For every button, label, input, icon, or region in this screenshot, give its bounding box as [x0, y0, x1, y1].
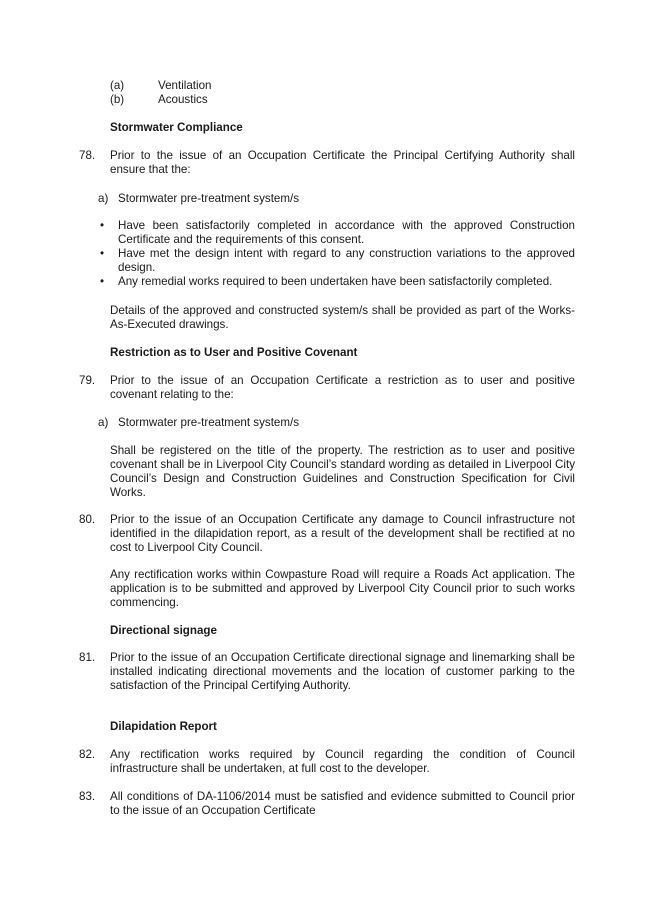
- list-text: Acoustics: [158, 93, 208, 106]
- bullet-text: Have been satisfactorily completed in accordance with the approved Construction Certificate and the requirements of this consent.: [118, 219, 575, 246]
- list-letter: (a): [110, 79, 125, 92]
- condition-82: [79, 748, 575, 776]
- condition-number: 78.: [79, 149, 96, 162]
- condition-text: Prior to the issue of an Occupation Certificate a restriction as to user and positive covenant relating to the:: [110, 374, 575, 401]
- list-text: Ventilation: [158, 79, 212, 92]
- item-text: Stormwater pre-treatment system/s: [118, 416, 300, 429]
- bullet-icon: •: [100, 247, 105, 260]
- condition-text: All conditions of DA-1106/2014 must be satisfied and evidence submitted to Council prior to the issue of an Occupation Certificate: [110, 790, 575, 817]
- condition-80: [79, 513, 575, 555]
- bullet-item: [98, 247, 575, 275]
- condition-79-item: [98, 416, 299, 430]
- condition-78: [79, 149, 575, 177]
- list-item: [110, 79, 212, 93]
- bullet-list: [98, 219, 575, 289]
- section-heading-dilapidation: Dilapidation Report: [110, 720, 217, 733]
- item-text: Stormwater pre-treatment system/s: [118, 192, 300, 205]
- condition-number: 79.: [79, 374, 96, 387]
- list-letter: (b): [110, 93, 125, 106]
- list-item: [110, 93, 212, 107]
- bullet-item: [98, 275, 575, 289]
- condition-text: Prior to the issue of an Occupation Certificate the Principal Certifying Authority shall ensure that the:: [110, 149, 575, 176]
- section-heading-signage: Directional signage: [110, 624, 217, 637]
- bullet-icon: •: [100, 219, 105, 232]
- roads-act-paragraph: Any rectification works within Cowpasture Road will require a Roads Act application. The application is to be submitted and approved by Liverpool City Council prior to such works commencing.: [110, 568, 575, 609]
- condition-number: 80.: [79, 513, 96, 526]
- condition-number: 81.: [79, 651, 96, 664]
- item-letter: a): [98, 416, 109, 429]
- condition-text: Prior to the issue of an Occupation Certificate directional signage and linemarking shall be installed indicating directional movements and the location of customer parking to the satisfaction of the Principal Certifying Authority.: [110, 651, 575, 692]
- condition-text: Prior to the issue of an Occupation Certificate any damage to Council infrastructure not identified in the dilapidation report, as a result of the development shall be rectified at no cost to Liverpool City Council.: [110, 513, 575, 554]
- sub-list: [110, 79, 212, 107]
- restriction-body: Shall be registered on the title of the property. The restriction as to user and positive covenant shall be in Liverpool City Council’s standard wording as detailed in Liverpool City Council’s Design and Construction Guidelines and Construction Specification for Civil Works.: [110, 444, 575, 499]
- condition-number: 83.: [79, 790, 96, 803]
- section-heading-restriction: Restriction as to User and Positive Covenant: [110, 346, 358, 359]
- bullet-text: Any remedial works required to been undertaken have been satisfactorily completed.: [118, 275, 553, 288]
- condition-79: [79, 374, 575, 402]
- section-heading-stormwater: Stormwater Compliance: [110, 121, 243, 134]
- details-paragraph: Details of the approved and constructed system/s shall be provided as part of the Works-As-Executed drawings.: [110, 304, 575, 331]
- bullet-icon: •: [100, 275, 105, 288]
- condition-number: 82.: [79, 748, 96, 761]
- condition-text: Any rectification works required by Council regarding the condition of Council infrastructure shall be undertaken, at full cost to the developer.: [110, 748, 575, 775]
- item-letter: a): [98, 192, 109, 205]
- condition-81: [79, 651, 575, 693]
- condition-83: [79, 790, 575, 818]
- bullet-text: Have met the design intent with regard to any construction variations to the approved design.: [118, 247, 575, 274]
- bullet-item: [98, 219, 575, 247]
- condition-78-item: [98, 192, 299, 206]
